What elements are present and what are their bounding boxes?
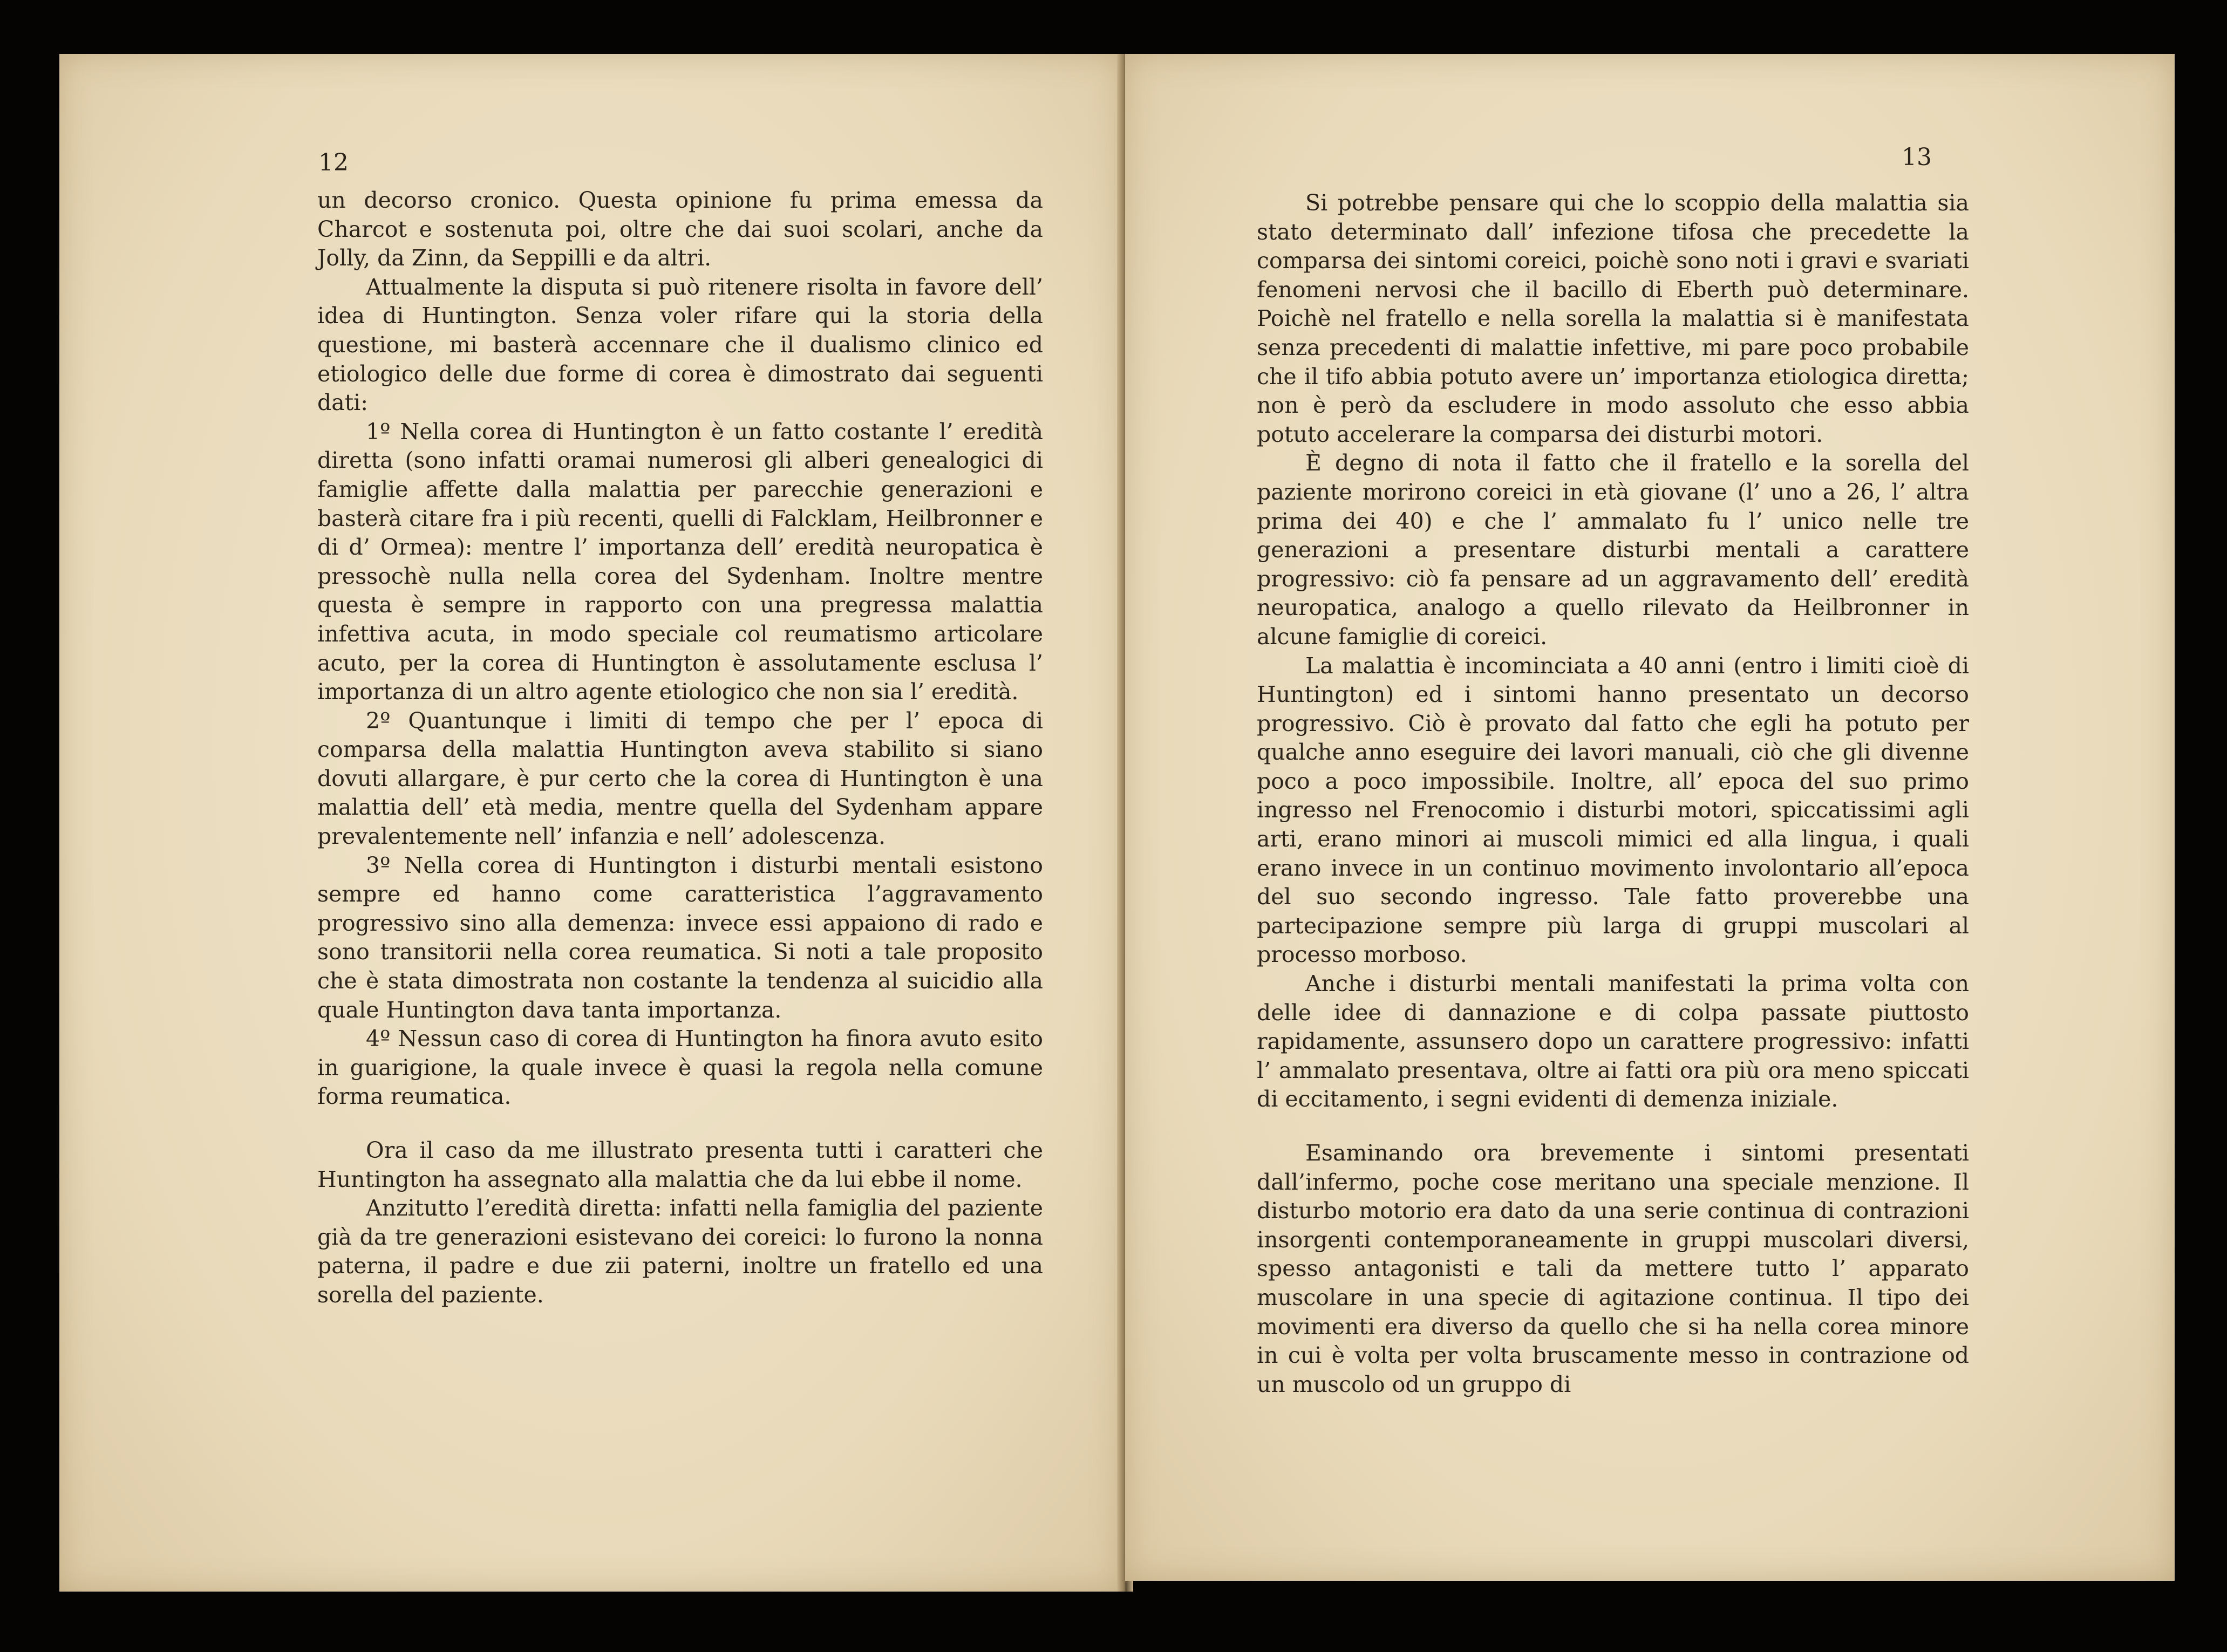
paragraph: 4º Nessun caso di corea di Huntington ha finora avuto esito in guarigione, la quale invece è quasi la regola nella comune forma reumatica. <box>317 1026 1043 1110</box>
paragraph: 1º Nella corea di Huntington è un fatto costante l’ eredità diretta (sono infatti oramai numerosi gli alberi genealogici di famiglie affette dalla malattia per parecchie generazioni e basterà citare fra i più recenti, quelli di Falcklam, Heilbronner e di d’ Ormea): mentre l’ importanza dell’ eredità neuropatica è pressochè nulla nella corea del Sydenham. Inoltre mentre questa è sempre in rapporto con una pregressa malattia infettiva acuta, in modo speciale col reumatismo articolare acuto, per la corea di Huntington è assolutamente esclusa l’ importanza di un altro agente etiologico che non sia l’ eredità. <box>317 418 1043 705</box>
paragraph: La malattia è incominciata a 40 anni (entro i limiti cioè di Huntington) ed i sintomi hanno presentato un decorso progressivo. Ciò è provato dal fatto che egli ha potuto per qualche anno eseguire dei lavori manuali, ciò che gli divenne poco a poco impossibile. Inoltre, all’ epoca del suo primo ingresso nel Frenocomio i disturbi motori, spiccatissimi agli arti, erano minori ai muscoli mimici ed alla lingua, i quali erano invece in un continuo movimento involontario all’epoca del suo secondo ingresso. Tale fatto proverebbe una partecipazione sempre più larga di gruppi muscolari al processo morboso. <box>1257 652 1969 968</box>
right-page-body <box>1257 189 1969 1399</box>
paragraph: Attualmente la disputa si può ritenere risolta in favore dell’ idea di Huntington. Senza voler rifare qui la storia della questione, mi basterà accennare che il dualismo clinico ed etiologico delle due forme di corea è dimostrato dai seguenti dati: <box>317 274 1043 416</box>
paragraph: Esaminando ora brevemente i sintomi presentati dall’infermo, poche cose meritano una speciale menzione. Il disturbo motorio era dato da una serie continua di contrazioni insorgenti contemporaneamente in gruppi muscolari diversi, spesso antagonisti e tali da mettere tutto l’ apparato muscolare in una specie di agitazione continua. Il tipo dei movimenti era diverso da quello che si ha nella corea minore in cui è volta per volta bruscamente messo in contrazione od un muscolo od un gruppo di <box>1257 1140 1969 1397</box>
left-page <box>59 54 1122 1592</box>
page-number: 13 <box>1902 144 1932 171</box>
right-page <box>1125 54 2175 1581</box>
paragraph: Anzitutto l’eredità diretta: infatti nella famiglia del paziente già da tre generazioni esistevano dei coreici: lo furono la nonna paterna, il padre e due zii paterni, inoltre un fratello ed una sorella del paziente. <box>317 1195 1043 1308</box>
paragraph: Si potrebbe pensare qui che lo scoppio della malattia sia stato determinato dall’ infezione tifosa che precedette la comparsa dei sintomi coreici, poichè sono noti i gravi e svariati fenomeni nervosi che il bacillo di Eberth può determinare. Poichè nel fratello e nella sorella la malattia si è manifestata senza precedenti di malattie infettive, mi pare poco probabile che il tifo abbia potuto avere un’ importanza etiologica diretta; non è però da escludere in modo assoluto che esso abbia potuto accelerare la comparsa dei disturbi motori. <box>1257 190 1969 447</box>
paragraph: Anche i disturbi mentali manifestati la prima volta con delle idee di dannazione e di colpa passate piuttosto rapidamente, assunsero dopo un carattere progressivo: infatti l’ ammalato presentava, oltre ai fatti ora più ora meno spiccati di eccitamento, i segni evidenti di demenza iniziale. <box>1257 971 1969 1112</box>
paragraph: 2º Quantunque i limiti di tempo che per l’ epoca di comparsa della malattia Huntington aveva stabilito si siano dovuti allargare, è pur certo che la corea di Huntington è una malattia dell’ età media, mentre quella del Sydenham appare prevalentemente nell’ infanzia e nell’ adolescenza. <box>317 707 1043 850</box>
left-page-body <box>317 186 1043 1310</box>
page-number: 12 <box>318 149 349 176</box>
paragraph: 3º Nella corea di Huntington i disturbi mentali esistono sempre ed hanno come caratteristica l’aggravamento progressivo sino alla demenza: invece essi appaiono di rado e sono transitorii nella corea reumatica. Si noti a tale proposito che è stata dimostrata non costante la tendenza al suicidio alla quale Huntington dava tanta importanza. <box>317 852 1043 1023</box>
paragraph: È degno di nota il fatto che il fratello e la sorella del paziente morirono coreici in età giovane (l’ uno a 26, l’ altra prima dei 40) e che l’ ammalato fu l’ unico nelle tre generazioni a presentare disturbi mentali a carattere progressivo: ciò fa pensare ad un aggravamento dell’ eredità neuropatica, analogo a quello rilevato da Heilbronner in alcune famiglie di coreici. <box>1257 450 1969 650</box>
paragraph: Ora il caso da me illustrato presenta tutti i caratteri che Huntington ha assegnato alla malattia che da lui ebbe il nome. <box>317 1137 1043 1192</box>
paragraph: un decorso cronico. Questa opinione fu prima emessa da Charcot e sostenuta poi, oltre che dai suoi scolari, anche da Jolly, da Zinn, da Seppilli e da altri. <box>317 187 1043 271</box>
